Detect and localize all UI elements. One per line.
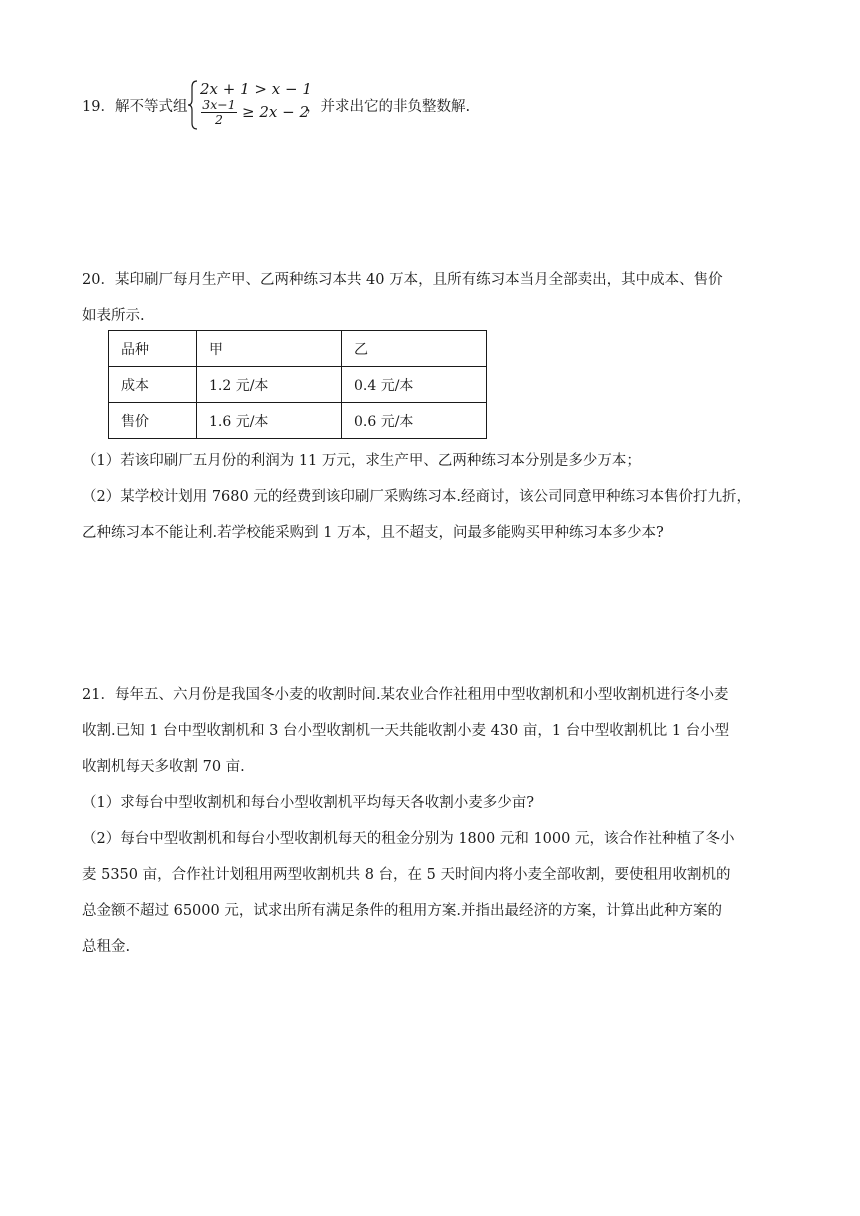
question-21-line-2: 收割.已知 1 台中型收割机和 3 台小型收割机一天共能收割小麦 430 亩，1 台中型收割机比 1 台小型 xyxy=(82,723,730,739)
question-19-label: 19．解不等式组 xyxy=(82,99,188,115)
table-cell: 0.4 元/本 xyxy=(342,367,487,403)
question-21-line-1: 21．每年五、六月份是我国冬小麦的收割时间.某农业合作社租用中型收割机和小型收割机进行冬小麦 xyxy=(82,687,729,703)
question-19-tail: ，并求出它的非负整数解. xyxy=(306,99,471,115)
question-21 xyxy=(82,677,782,965)
inequality-2-rest: ≥ 2x − 2 xyxy=(242,103,309,121)
question-21-part-2-line-2: 麦 5350 亩，合作社计划租用两型收割机共 8 台，在 5 天时间内将小麦全部收割，要使租用收割机的 xyxy=(82,867,731,883)
question-20-parts xyxy=(82,443,782,551)
question-20-stem xyxy=(82,262,782,334)
cost-price-table xyxy=(108,330,487,439)
table-header-cell: 品种 xyxy=(109,331,197,367)
question-21-part-2-line-3: 总金额不超过 65000 元，试求出所有满足条件的租用方案.并指出最经济的方案，计算出此种方案的 xyxy=(82,903,722,919)
question-20-line-1: 20．某印刷厂每月生产甲、乙两种练习本共 40 万本，且所有练习本当月全部卖出，其中成本、售价 xyxy=(82,272,723,288)
fraction-denominator: 2 xyxy=(215,112,223,127)
left-brace-icon xyxy=(187,80,199,130)
table-cell: 0.6 元/本 xyxy=(342,403,487,439)
question-21-part-2-line-1: （2）每台中型收割机和每台小型收割机每天的租金分别为 1800 元和 1000 元，该合作社种植了冬小 xyxy=(82,831,735,847)
table-header-row xyxy=(109,331,487,367)
question-20-line-2: 如表所示. xyxy=(82,308,145,324)
table-cell: 售价 xyxy=(109,403,197,439)
table-header-cell: 乙 xyxy=(342,331,487,367)
question-21-part-1: （1）求每台中型收割机和每台小型收割机平均每天各收割小麦多少亩? xyxy=(82,795,534,811)
table-row xyxy=(109,367,487,403)
question-19 xyxy=(82,80,802,130)
table-cell: 1.6 元/本 xyxy=(197,403,342,439)
fraction xyxy=(200,98,238,127)
table-row xyxy=(109,403,487,439)
question-21-part-2-line-4: 总租金. xyxy=(82,939,131,955)
table-cell: 成本 xyxy=(109,367,197,403)
question-20-part-2-line-1: （2）某学校计划用 7680 元的经费到该印刷厂采购练习本.经商讨，该公司同意甲种练习本售价打九折， xyxy=(82,489,751,505)
table-cell: 1.2 元/本 xyxy=(197,367,342,403)
inequality-1: 2x + 1 > x − 1 xyxy=(200,80,312,98)
question-20-part-1: （1）若该印刷厂五月份的利润为 11 万元，求生产甲、乙两种练习本分别是多少万本； xyxy=(82,453,641,469)
question-20-part-2-line-2: 乙种练习本不能让利.若学校能采购到 1 万本，且不超支，问最多能购买甲种练习本多少本? xyxy=(82,525,664,541)
table-header-cell: 甲 xyxy=(197,331,342,367)
fraction-numerator: 3x−1 xyxy=(202,97,236,112)
question-21-line-3: 收割机每天多收割 70 亩. xyxy=(82,759,245,775)
